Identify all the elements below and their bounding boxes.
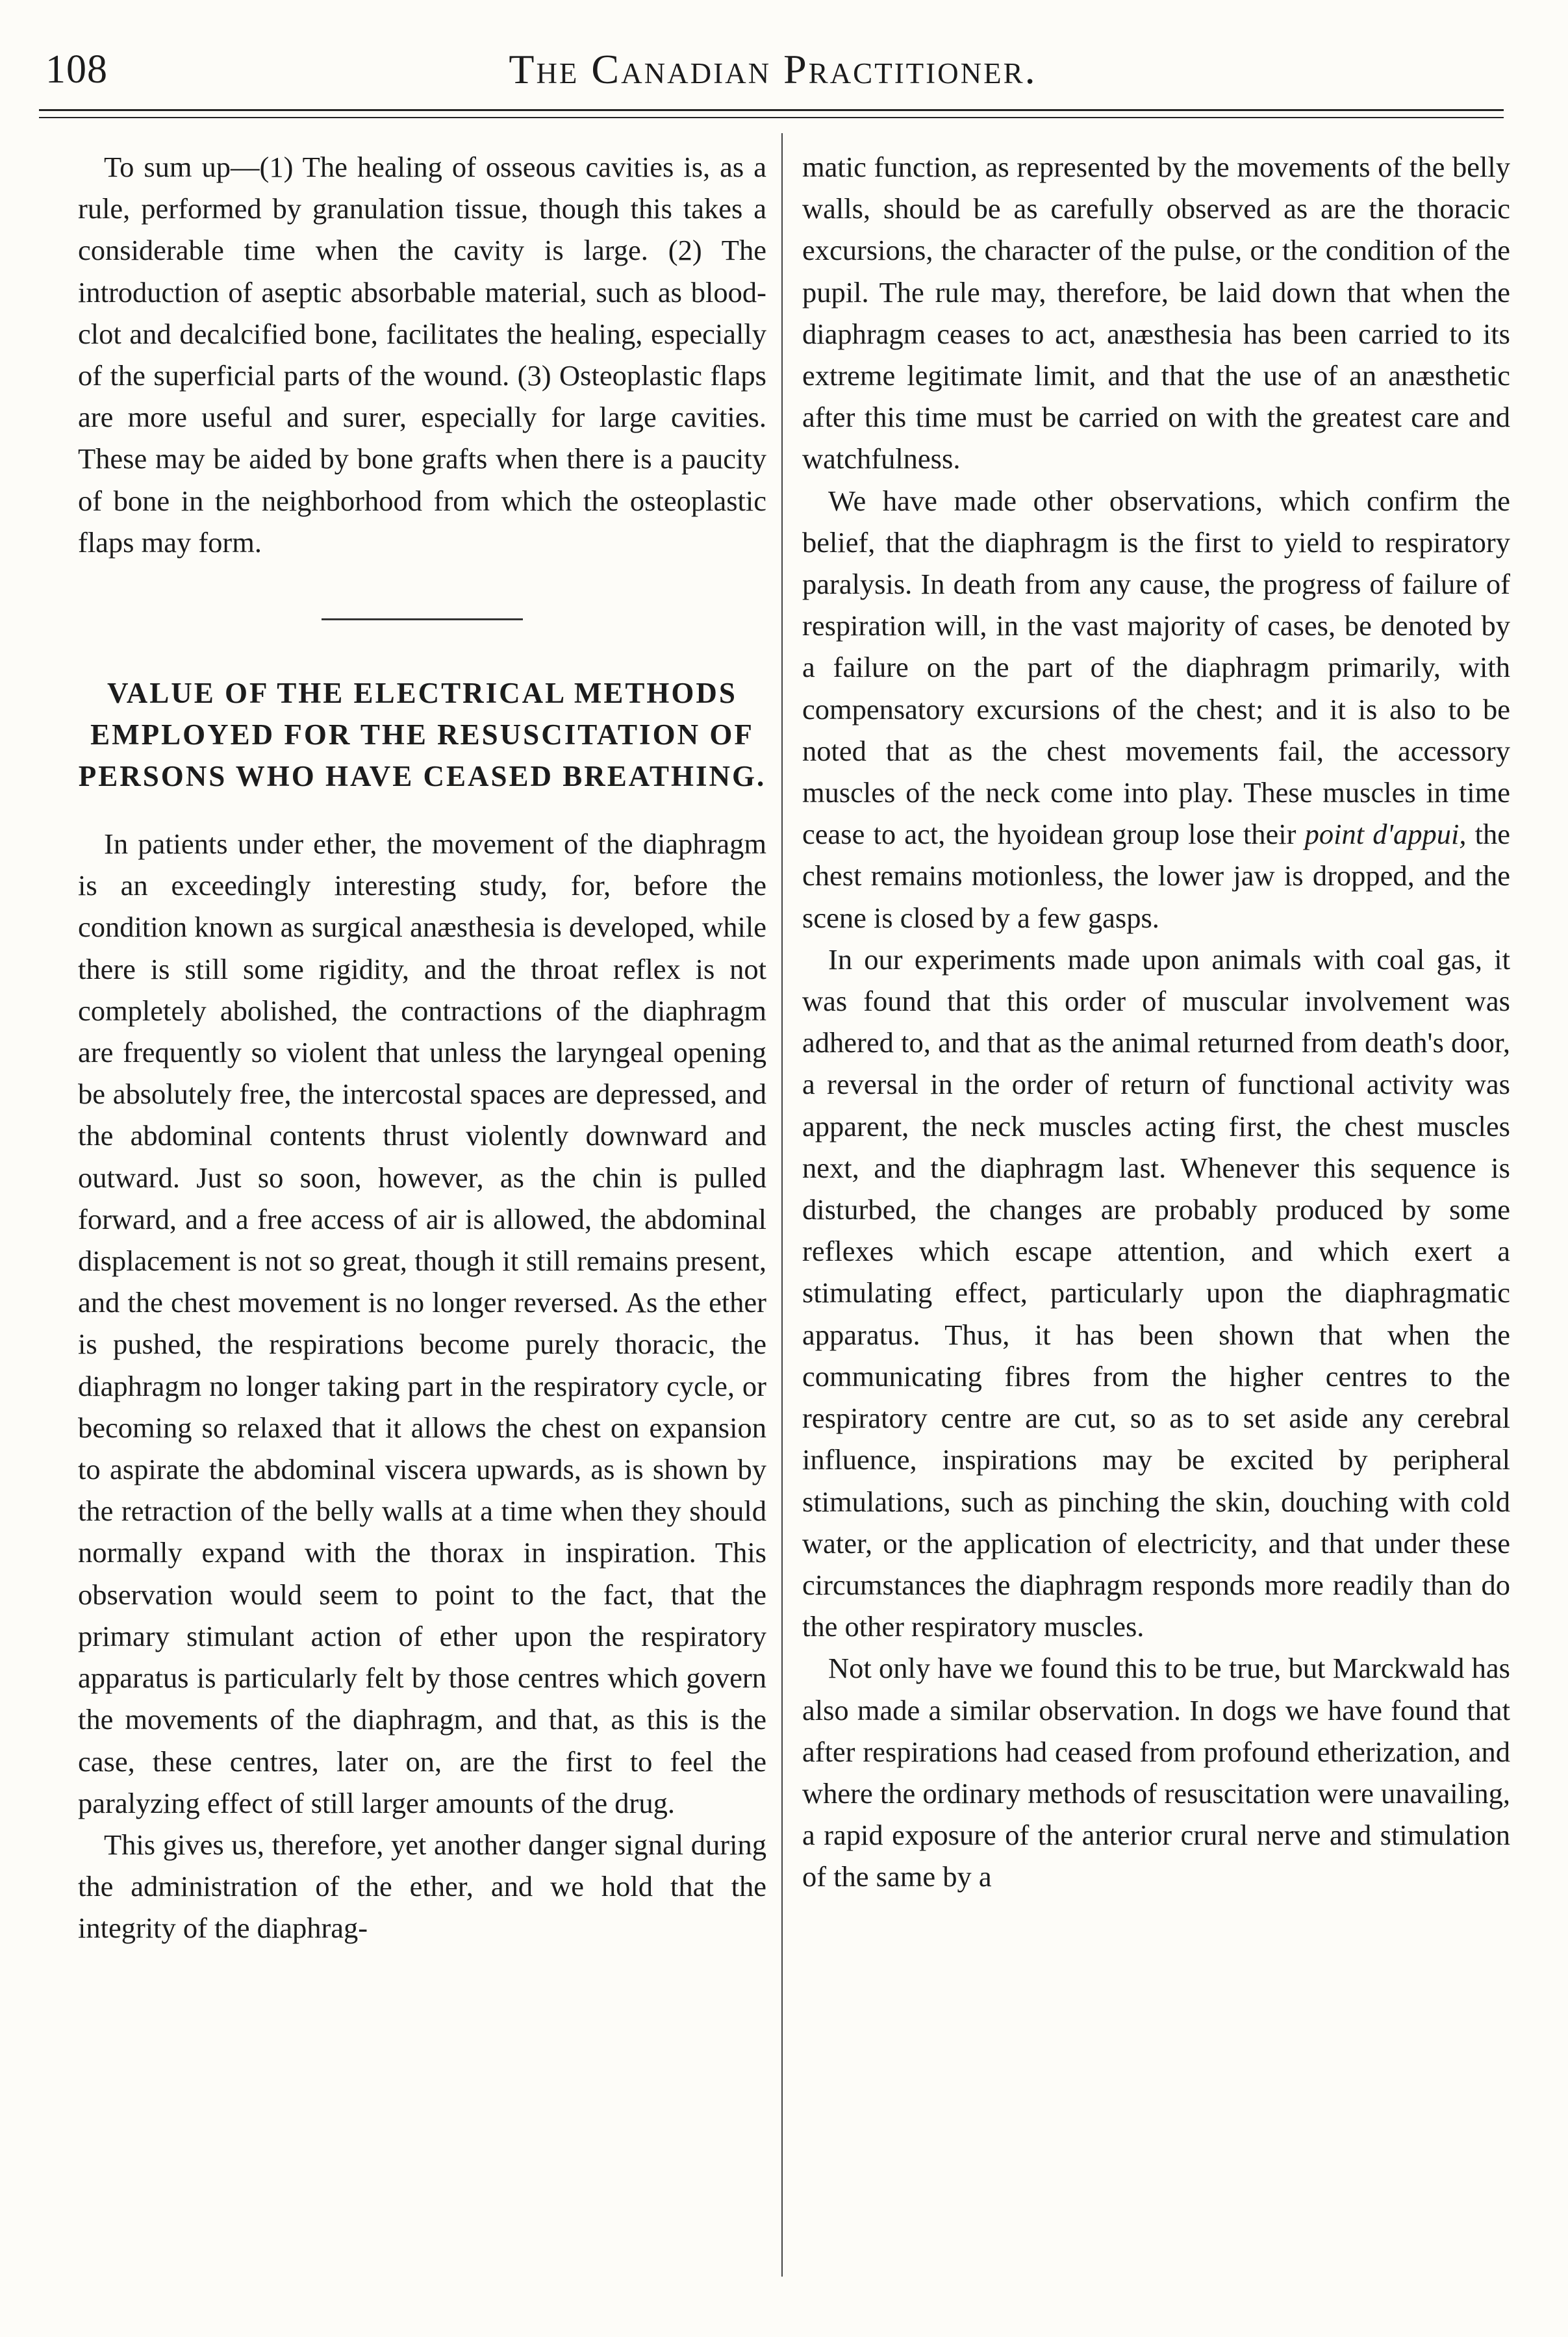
body-text: We have made other observations, which confirm the belief, that the diaphragm is the first to yield to respiratory paralysis. In death from any cause, the progress of failure of respiration will, in the vast majority of cases, be denoted by a failure on the part of the diaphragm primarily, with compensatory excursions of the chest; and it is also to be noted that as the chest movements fail, the accessory muscles of the neck come into play. These muscles in time cease to act, the hyoidean group lose their	[802, 484, 1510, 851]
body-text: the chest remains motionless, the lower jaw is dropped, and the scene is closed by a few gasps.	[802, 818, 1511, 934]
body-paragraph: matic function, as represented by the movements of the belly walls, should be as carefully observed as are the thoracic excursions, the character of the pulse, or the condition of the pupil. The rule may, therefore, be laid down that when the diaphragm ceases to act, anæsthesia has been carried to its extreme legitimate limit, and that the use of an anæsthetic after this time must be carried on with the greatest care and watchfulness.	[802, 151, 1510, 475]
header-rule-thin	[39, 117, 1504, 118]
right-column	[802, 146, 1510, 1898]
page-header	[39, 34, 1507, 105]
italic-phrase: point d'appui,	[1304, 818, 1467, 851]
body-paragraph	[802, 480, 1510, 939]
body-paragraph: In our experiments made upon animals with coal gas, it was found that this order of muscular involvement was adhered to, and that as the animal returned from death's door, a reversal in the order of return of functional activity was apparent, the neck muscles acting first, the chest muscles next, and the diaphragm last. Whenever this sequence is disturbed, the changes are probably produced by some reflexes which escape attention, and which exert a stimulating effect, particularly upon the diaphragmatic apparatus. Thus, it has been shown that when the communicating fibres from the higher centres to the respiratory centre are cut, so as to set aside any cerebral influence, inspirations may be excited by peripheral stimulations, such as pinching the skin, douching with cold water, or the application of electricity, and that under these circumstances the diaphragm responds more readily than do the other respiratory muscles.	[802, 942, 1510, 1643]
body-paragraph: In patients under ether, the movement of the diaphragm is an exceedingly interesting study, for, before the condition known as surgical anæsthesia is developed, while there is still some rigidity, and the throat reflex is not completely abolished, the contractions of the diaphragm are frequently so violent that unless the laryngeal opening be absolutely free, the intercostal spaces are depressed, and the abdominal contents thrust violently downward and outward. Just so soon, however, as the chin is pulled forward, and a free access of air is allowed, the abdominal displacement is not so great, though it still remains present, and the chest movement is no longer reversed. As the ether is pushed, the respirations become purely thoracic, the diaphragm no longer taking part in the respiratory cycle, or becoming so relaxed that it allows the chest on expansion to aspirate the abdominal viscera upwards, as is shown by the retraction of the belly walls at a time when they should normally expand with the thorax in inspiration. This observation would seem to point to the fact, that the primary stimulant action of ether upon the respiratory apparatus is particularly felt by those centres which govern the movements of the diaphragm, and that, as this is the case, these centres, later on, are the first to feel the paralyzing effect of still larger amounts of the drug.	[78, 827, 766, 1819]
column-divider	[781, 133, 783, 2277]
summary-paragraph: To sum up—(1) The healing of osseous cavities is, as a rule, performed by granulation tissue, though this takes a considerable time when the cavity is large. (2) The introduction of aseptic absorbable material, such as blood-clot and decalcified bone, facilitates the healing, especially of the superficial parts of the wound. (3) Osteoplastic flaps are more useful and surer, especially for large cavities. These may be aided by bone grafts when there is a paucity of bone in the neighborhood from which the osteoplastic flaps may form.	[78, 151, 766, 559]
body-paragraph: This gives us, therefore, yet another danger signal during the administration of the ether, and we hold that the integrity of the diaphrag-	[78, 1828, 766, 1945]
page-number: 108	[45, 47, 108, 92]
left-column	[78, 146, 766, 1949]
running-title: The Canadian Practitioner.	[509, 46, 1037, 92]
section-heading: VALUE OF THE ELECTRICAL METHODS EMPLOYED FOR THE RESUSCITATION OF PERSONS WHO HAVE CEASED BREATHING.	[78, 677, 766, 793]
section-separator	[322, 618, 523, 620]
header-rule	[39, 109, 1504, 111]
body-paragraph: Not only have we found this to be true, but Marckwald has also made a similar observation. In dogs we have found that after respirations had ceased from profound etherization, and where the ordinary methods of resuscitation were unavailing, a rapid exposure of the anterior crural nerve and stimulation of the same by a	[802, 1652, 1510, 1893]
